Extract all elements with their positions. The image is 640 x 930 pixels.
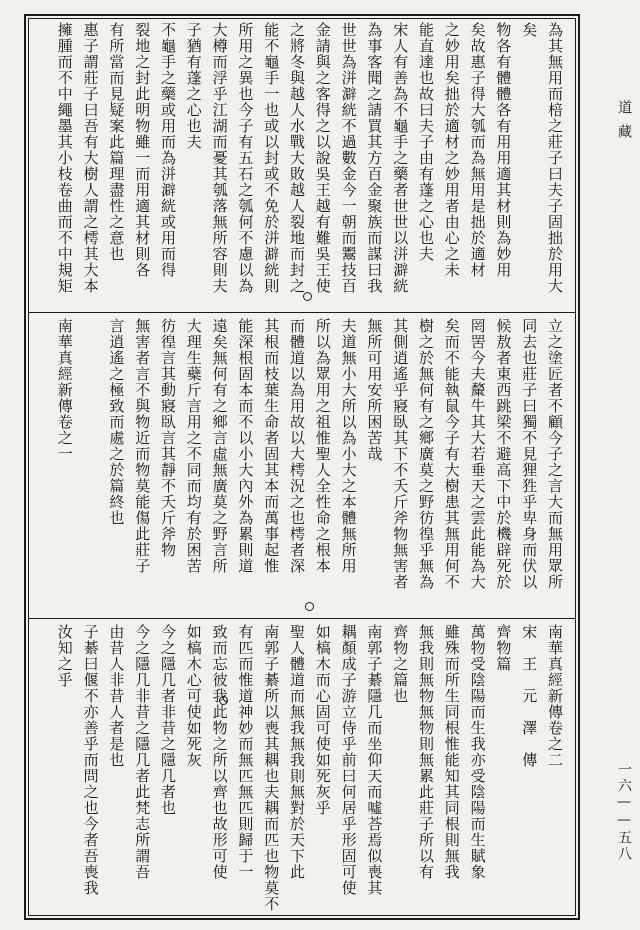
- text-column: 今之隱几者非昔之隱几者也: [159, 624, 177, 816]
- text-column: 南華真經新傳卷之二: [546, 624, 564, 768]
- text-column: 大理生蘗斤言用之不同而均有於困苦: [184, 318, 203, 574]
- text-column: 無我則無物無物則無累此莊子所以有: [417, 624, 435, 880]
- text-column: 金請與之客得之以說吳王越有難吳王使: [313, 22, 332, 294]
- text-column: 今之隱几非昔之隱几者此梵志所謂吾: [133, 624, 152, 880]
- text-column: 有匹而惟道神妙而無匹無匹則歸于一: [236, 624, 255, 880]
- text-column: 遠矣無何有之鄉言虛無廣莫之野言所: [210, 318, 229, 574]
- punctuation-circle: [303, 292, 312, 301]
- text-column: 南華真經新傳卷之一: [55, 318, 74, 462]
- text-column: 言逍遙之極致而處之於篇終也: [107, 318, 126, 526]
- text-column: 由昔人非昔人者是也: [107, 624, 126, 768]
- text-column: 齊物篇: [494, 624, 513, 672]
- block-divider-bottom: [28, 618, 576, 619]
- text-column: 無害者言不與物近而物莫能傷此莊子: [133, 318, 152, 574]
- text-column: 齊物之篇也: [391, 624, 410, 704]
- text-column: 同去也莊子曰獨不見狸狌乎卑身而伏以: [520, 318, 539, 590]
- margin-folio-number: 一六——五八: [616, 762, 632, 862]
- text-column: 南郭子綦所以喪其耦也夫耦而匹也物莫不: [262, 624, 281, 912]
- text-column: 子綦曰偃不亦善乎而問之也今者吾喪我: [81, 624, 100, 896]
- text-column: 擁腫而不中繩墨其小枝卷曲而不中規矩: [55, 22, 74, 294]
- text-column: 耦顏成子游立侍乎前曰何居乎形固可使: [339, 624, 358, 896]
- text-column: 宋 王 元 澤 傳: [520, 624, 539, 768]
- text-column: 矣而不能執鼠今子有大樹患其無用何不: [442, 318, 461, 590]
- margin-source-label: 道藏: [616, 100, 632, 148]
- text-column: 有所當而見疑案此篇理盡性之意也: [107, 22, 126, 262]
- text-column: 子猶有蓬之心也夫: [184, 22, 203, 150]
- text-column: 如槁木心可使如死灰: [184, 624, 203, 768]
- text-column: 樹之於無何有之鄉廣莫之野彷徨乎無為: [417, 318, 435, 590]
- text-column: 為其無用而棓之莊子曰夫子固拙於用大: [546, 22, 564, 294]
- text-column: 候敖者東西跳梁不避高下中於機辟死於: [494, 318, 513, 590]
- text-column: 如槁木而心固可使如死灰乎: [313, 624, 332, 816]
- text-column: 之妙用矣拙於適材之妙用者由心之未: [442, 22, 461, 278]
- text-column: 夫道無小大所以為小大之本體無所用: [339, 318, 358, 574]
- text-column: 雖殊而所生同根惟能知其同根則無我: [442, 624, 461, 880]
- text-column: 而體道以為用故以大樗況之也樗者深: [288, 318, 306, 574]
- text-column: 能直達也故曰夫子由有蓬之心也夫: [417, 22, 435, 262]
- text-column: 大樽而浮乎江湖而憂其瓠落無所容則夫: [210, 22, 229, 294]
- text-column: 矣: [520, 22, 539, 38]
- punctuation-circle: [305, 602, 314, 611]
- text-column: 能深根固本而不以小大內外為累則道: [236, 318, 255, 574]
- text-column: 不龜手之藥或用而為洴澼絖或用而得: [159, 22, 177, 278]
- text-column: 其側逍遙乎寢臥其下不夭斤斧物無害者: [391, 318, 410, 590]
- text-column: 世世為洴澼絖不過數金今一朝而鬻技百: [339, 22, 358, 294]
- punctuation-circle: [219, 696, 228, 705]
- text-column: 惠子謂莊子曰吾有大樹人謂之樗其大本: [81, 22, 100, 294]
- text-column: 彷徨言其動寢臥言其靜不夭斤斧物: [159, 318, 177, 558]
- text-column: 無所可用安所困苦哉: [365, 318, 384, 462]
- text-column: [81, 318, 103, 614]
- text-column: 立之塗匠者不顧今子之言大而無用眾所: [546, 318, 564, 590]
- text-column: 矣故惠子得大瓠而為無用是拙於適材: [468, 22, 487, 278]
- text-column: 汝知之乎: [55, 624, 74, 688]
- text-column: 罔罟今夫斄牛其大若垂天之雲此能為大: [468, 318, 487, 590]
- text-column: 聖人體道而無我無我則無對於天下此: [288, 624, 306, 880]
- text-column: 致而忘彼我此物之所以齊也故形可使: [210, 624, 229, 880]
- text-column: 為事客聞之請買其方百金聚族而謀曰我: [365, 22, 384, 294]
- text-column: 能不龜手一也或以封或不免於洴澼絖則: [262, 22, 281, 294]
- text-column: 所用之異也今子有五石之瓠何不慮以為: [236, 22, 255, 294]
- text-column: 南郭子綦隱几而坐仰天而噓荅焉似喪其: [365, 624, 384, 896]
- block-divider-top: [28, 312, 576, 313]
- text-column: 其根而枝葉生命者固其本而萬事起惟: [262, 318, 281, 574]
- text-column: 所以為眾用之祖惟聖人全性命之根本: [313, 318, 332, 574]
- text-column: 萬物受陰陽而生我亦受陰陽而生賦象: [468, 624, 487, 880]
- text-column: 裂地之封此明物雖一而用適其材則各: [133, 22, 152, 278]
- text-column: 物各有體體各有用用適其材則為妙用: [494, 22, 513, 278]
- text-column: 之將冬與越人水戰大敗越人裂地而封之: [288, 22, 306, 294]
- text-column: 宋人有善為不龜手之藥者世世以洴澼絖: [391, 22, 410, 294]
